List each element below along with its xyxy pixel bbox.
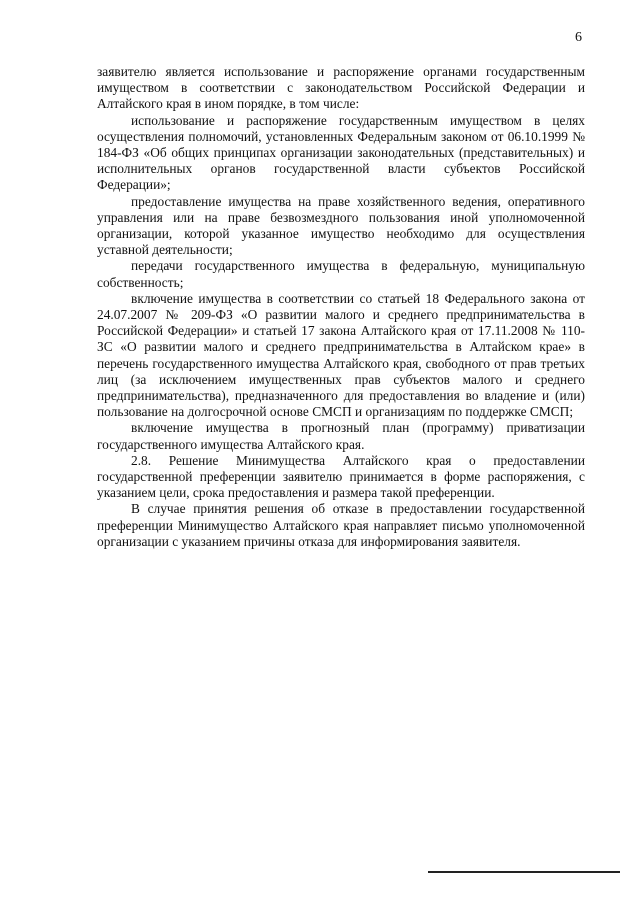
paragraph: 2.8. Решение Минимущества Алтайского края о предоставлении государственной преференции заявителю принимается в форме распоряжения, с указанием цели, срока предоставления и размера такой преференции.: [97, 452, 585, 501]
paragraph: передачи государственного имущества в федеральную, муниципальную собственность;: [97, 258, 585, 290]
page-number: 6: [575, 30, 582, 45]
document-body: [97, 64, 585, 550]
footer-rule: [428, 871, 620, 873]
paragraph: включение имущества в прогнозный план (программу) приватизации государственного имущества Алтайского края.: [97, 420, 585, 452]
paragraph: В случае принятия решения об отказе в предоставлении государственной преференции Минимущество Алтайского края направляет письмо уполномоченной организации с указанием причины отказа для информирования заявителя.: [97, 501, 585, 549]
paragraph: предоставление имущества на праве хозяйственного ведения, оперативного управления или на праве безвозмездного пользования иной уполномоченной организации, которой указанное имущество необходимо для осуществления уставной деятельности;: [97, 193, 585, 258]
paragraph: использование и распоряжение государственным имуществом в целях осуществления полномочий, установленных Федеральным законом от 06.10.1999 № 184-ФЗ «Об общих принципах организации законодательных (представительных) и исполнительных органов государственной власти субъектов Российской Федерации»;: [97, 112, 585, 193]
paragraph: заявителю является использование и распоряжение органами государственным имуществом в соответствии с законодательством Российской Федерации и Алтайского края в ином порядке, в том числе:: [97, 64, 585, 112]
paragraph: включение имущества в соответствии со статьей 18 Федерального закона от 24.07.2007 № 209-ФЗ «О развитии малого и среднего предпринимательства в Российской Федерации» и статьей 17 закона Алтайского края от 17.11.2008 № 110-ЗС «О развитии малого и среднего предпринимательства в Алтайском крае» в перечень государственного имущества Алтайского края, свободного от прав третьих лиц (за исключением имущественных прав субъектов малого и среднего предпринимательства), предназначенного для предоставления во владение и (или) пользование на долгосрочной основе СМСП и организациям по поддержке СМСП;: [97, 290, 585, 420]
